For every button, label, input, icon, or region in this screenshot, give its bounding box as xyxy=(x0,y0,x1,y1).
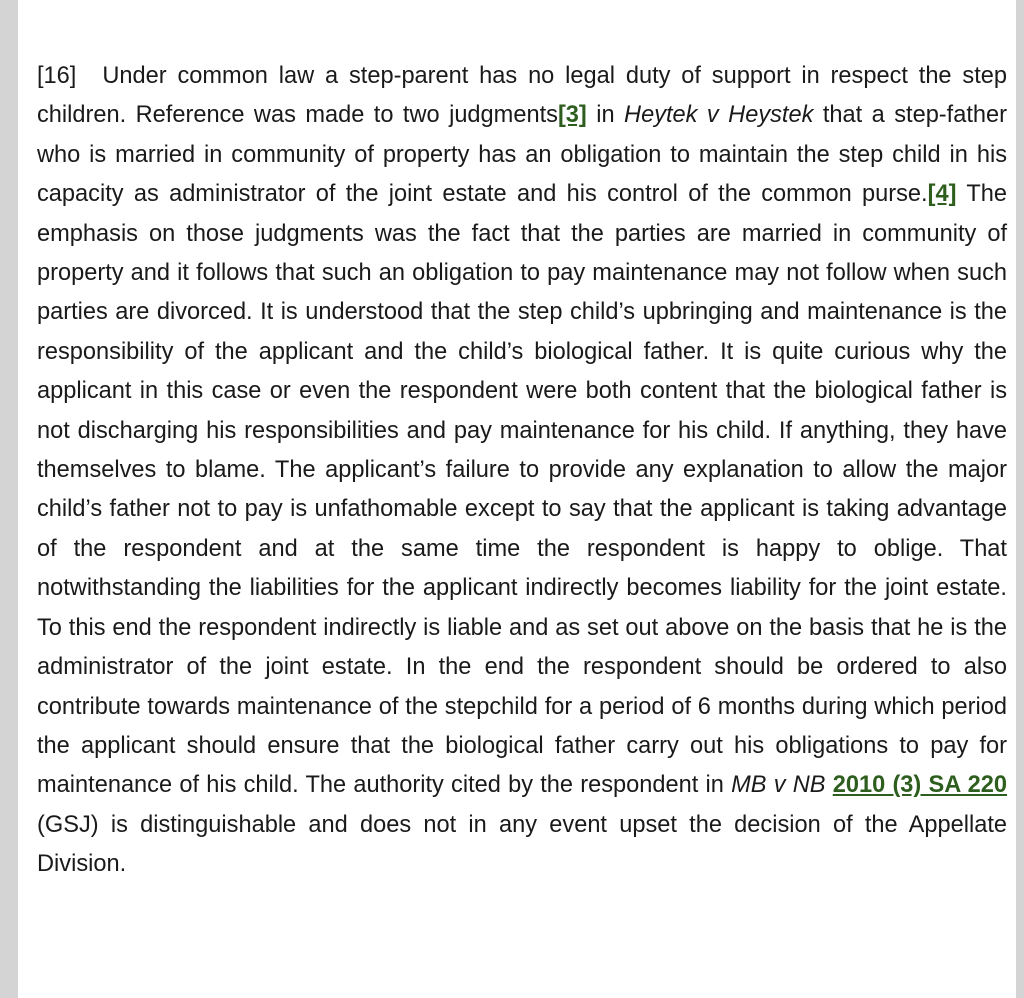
paragraph-text-part-3: that a step-father who is married in community of property has an obligation to maintain the step child in his capacity as administrator of the joint estate and his control of the common purse. xyxy=(37,102,1007,208)
left-margin-bar xyxy=(0,0,18,998)
footnote-link-4[interactable]: [4] xyxy=(927,181,957,208)
footnote-link-3[interactable]: [3] xyxy=(557,102,587,129)
paragraph-text-part-1: Under common law a step-parent has no legal duty of support in respect the step children. Reference was made to two judgments xyxy=(37,63,1007,129)
paragraph-text-part-5 xyxy=(826,772,833,798)
case-name-mb-v-nb: MB v NB xyxy=(731,772,826,799)
case-name-heystek: Heytek v Heystek xyxy=(624,102,814,129)
paragraph-16 xyxy=(37,57,1007,885)
paragraph-text-part-6: (GSJ) is distinguishable and does not in any event upset the decision of the Appellate Division. xyxy=(37,811,1007,878)
citation-link[interactable]: 2010 (3) SA 220 xyxy=(832,772,1007,799)
paragraph-number: [16] xyxy=(37,63,77,89)
document-page xyxy=(18,0,1016,998)
paragraph-text-part-2: in xyxy=(586,102,625,129)
paragraph-text-part-4: The emphasis on those judgments was the fact that the parties are married in community of property and it follows that such an obligation to pay maintenance may not follow when such parties are divorced. It is understood that the step child’s upbringing and maintenance is the responsibility of the applicant and the child’s biological father. It is quite curious why the applicant in this case or even the respondent were both content that the biological father is not discharging his responsibilities and pay maintenance for his child. If anything, they have themselves to blame. The applicant’s failure to provide any explanation to allow the major child’s father not to pay is unfathomable except to say that the applicant is taking advantage of the respondent and at the same time the respondent is happy to oblige. That notwithstanding the liabilities for the applicant indirectly becomes liability for the joint estate. To this end the respondent indirectly is liable and as set out above on the basis that he is the administrator of the joint estate. In the end the respondent should be ordered to also contribute towards maintenance of the stepchild for a period of 6 months during which period the applicant should ensure that the biological father carry out his obligations to pay for maintenance of his child. The authority cited by the respondent in xyxy=(37,181,1007,799)
right-margin-bar xyxy=(1016,0,1024,998)
